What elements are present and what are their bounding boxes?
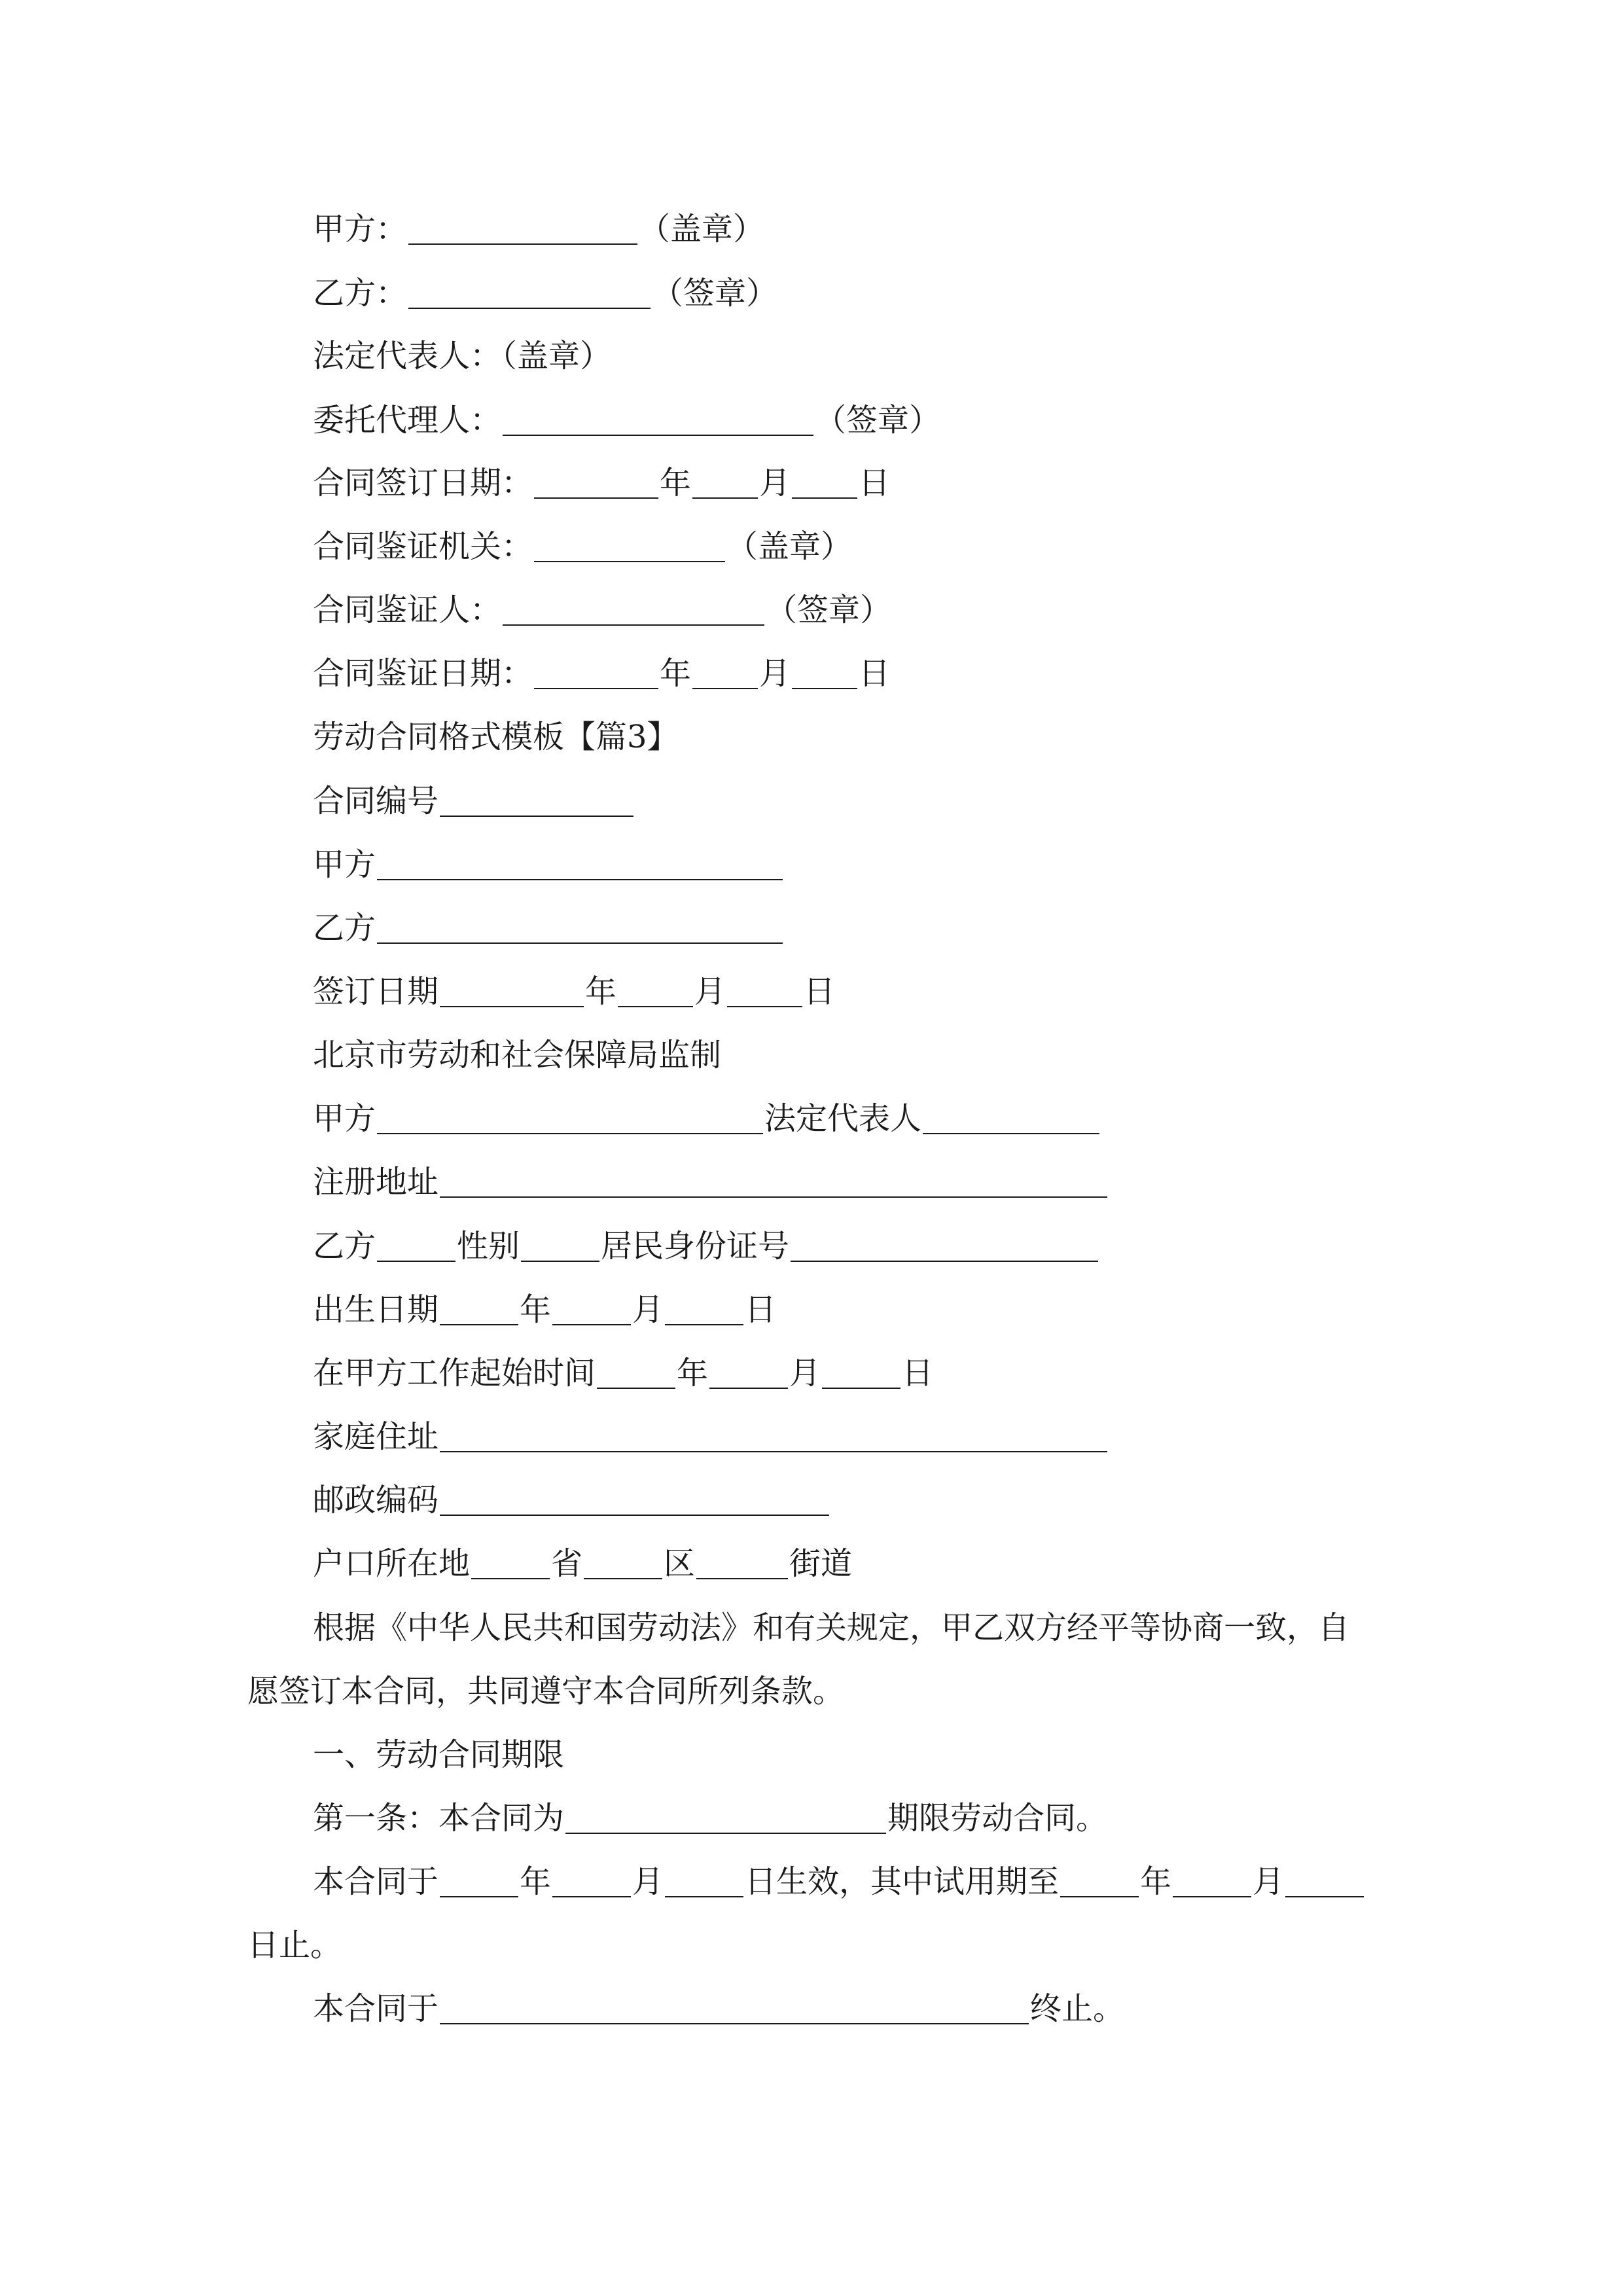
cover-day-blank[interactable] (727, 973, 802, 1007)
month-label: 月 (759, 655, 791, 692)
info-party-a-line (313, 1098, 1101, 1139)
section-title (313, 716, 679, 758)
terminate-blank[interactable] (440, 1990, 1029, 2024)
auth-date-year-blank[interactable] (534, 655, 658, 689)
home-address-blank[interactable] (440, 1418, 1107, 1452)
sign-party-a-line (313, 208, 764, 250)
info-party-b-blank[interactable] (377, 1228, 455, 1262)
info-party-b-line (313, 1225, 1099, 1267)
reg-address-label: 注册地址 (313, 1164, 439, 1200)
contract-no-line (313, 780, 635, 822)
info-legal-rep-blank[interactable] (923, 1100, 1099, 1134)
birth-date-line (313, 1289, 776, 1331)
id-no-label: 居民身份证号 (601, 1228, 790, 1265)
cover-year-blank[interactable] (440, 973, 584, 1007)
auth-date-month-blank[interactable] (692, 655, 758, 689)
month-label: 月 (632, 1863, 664, 1900)
auth-person-label: 合同鉴证人： (313, 592, 502, 628)
year-label: 年 (660, 655, 692, 692)
effective-label: 本合同于 (313, 1863, 439, 1900)
birth-month-blank[interactable] (552, 1291, 631, 1325)
auth-person-suffix: （签章） (766, 592, 892, 628)
cover-month-blank[interactable] (618, 973, 693, 1007)
day-label: 日 (804, 973, 836, 1010)
party-a-label: 甲方： (313, 211, 408, 247)
month-label: 月 (789, 1355, 821, 1391)
year-label: 年 (677, 1355, 709, 1391)
year-label: 年 (660, 465, 692, 501)
chapter-1-text: 一、劳动合同期限 (313, 1736, 565, 1773)
start-time-line (313, 1352, 933, 1394)
cover-sign-date-label: 签订日期 (313, 973, 439, 1010)
agent-suffix: （签章） (815, 402, 941, 439)
legal-rep-line (313, 335, 611, 377)
supervisor-line (313, 1034, 721, 1076)
preamble-line-1 (313, 1607, 1349, 1649)
hukou-line (313, 1543, 852, 1585)
auth-date-line (313, 653, 890, 694)
start-month-blank[interactable] (709, 1355, 788, 1389)
province-blank[interactable] (471, 1545, 550, 1579)
legal-rep-text: 法定代表人：（盖章） (313, 338, 612, 374)
article-1-suffix: 期限劳动合同。 (887, 1800, 1108, 1837)
street-blank[interactable] (696, 1545, 788, 1579)
auth-date-label: 合同鉴证日期： (313, 655, 533, 692)
month-label: 月 (632, 1291, 664, 1328)
cover-party-a-label: 甲方 (313, 846, 376, 883)
agent-blank[interactable] (503, 402, 813, 436)
hukou-label: 户口所在地 (313, 1545, 471, 1582)
year-label: 年 (520, 1291, 552, 1328)
sign-date-day-blank[interactable] (792, 465, 857, 499)
terminate-line (313, 1988, 1124, 2030)
article-1-line (313, 1797, 1107, 1839)
year-label: 年 (520, 1863, 552, 1900)
auth-org-suffix: （盖章） (726, 528, 853, 565)
start-year-blank[interactable] (597, 1355, 675, 1389)
party-a-blank[interactable] (408, 211, 637, 245)
probation-month-blank[interactable] (1173, 1863, 1251, 1897)
preamble-line-2 (247, 1670, 844, 1712)
month-label: 月 (694, 973, 726, 1010)
sign-date-label: 合同签订日期： (313, 465, 533, 501)
reg-address-line (313, 1161, 1109, 1203)
article-1-label: 第一条：本合同为 (313, 1800, 565, 1837)
district-label: 区 (664, 1545, 696, 1582)
cover-party-b-blank[interactable] (377, 910, 783, 944)
postcode-label: 邮政编码 (313, 1482, 439, 1518)
day-label: 日 (859, 655, 891, 692)
article-1-blank[interactable] (565, 1800, 886, 1834)
sign-date-line (313, 462, 890, 504)
start-time-label: 在甲方工作起始时间 (313, 1355, 596, 1391)
postcode-line (313, 1479, 830, 1521)
contract-no-blank[interactable] (440, 783, 633, 817)
effective-line (313, 1861, 1365, 1903)
effective-month-blank[interactable] (552, 1863, 631, 1897)
preamble-text-2: 愿签订本合同，共同遵守本合同所列条款。 (247, 1673, 845, 1710)
effective-mid-text: 日生效，其中试用期至 (745, 1863, 1060, 1900)
month-label: 月 (1253, 1863, 1285, 1900)
sign-date-year-blank[interactable] (534, 465, 658, 499)
district-blank[interactable] (584, 1545, 662, 1579)
auth-org-line (313, 526, 852, 567)
info-party-a-blank[interactable] (377, 1100, 763, 1134)
province-label: 省 (551, 1545, 583, 1582)
auth-org-blank[interactable] (534, 528, 725, 562)
effective-end-text: 日止。 (247, 1927, 342, 1964)
birth-day-blank[interactable] (665, 1291, 743, 1325)
party-a-suffix: （盖章） (639, 211, 765, 247)
home-address-line (313, 1416, 1109, 1458)
party-b-blank[interactable] (408, 275, 651, 309)
gender-label: 性别 (457, 1228, 520, 1265)
info-legal-rep-label: 法定代表人 (764, 1100, 922, 1137)
postcode-blank[interactable] (440, 1482, 829, 1516)
auth-date-day-blank[interactable] (792, 655, 857, 689)
auth-person-line (313, 589, 891, 631)
cover-party-b-label: 乙方 (313, 910, 376, 946)
day-label: 日 (745, 1291, 777, 1328)
day-label: 日 (859, 465, 891, 501)
probation-year-blank[interactable] (1060, 1863, 1139, 1897)
year-label: 年 (1140, 1863, 1172, 1900)
day-label: 日 (902, 1355, 934, 1391)
reg-address-blank[interactable] (440, 1164, 1107, 1198)
probation-day-blank[interactable] (1285, 1863, 1364, 1897)
chapter-1-heading (313, 1734, 564, 1776)
id-no-blank[interactable] (791, 1228, 1098, 1262)
cover-party-a-blank[interactable] (377, 846, 783, 880)
sign-party-b-line (313, 272, 777, 314)
month-label: 月 (759, 465, 791, 501)
terminate-suffix: 终止。 (1030, 1990, 1125, 2027)
party-b-label: 乙方： (313, 275, 408, 312)
birth-year-blank[interactable] (440, 1291, 518, 1325)
info-party-a-label: 甲方 (313, 1100, 376, 1137)
supervisor-text: 北京市劳动和社会保障局监制 (313, 1037, 722, 1073)
street-label: 街道 (789, 1545, 853, 1582)
birth-date-label: 出生日期 (313, 1291, 439, 1328)
cover-party-a-line (313, 844, 784, 886)
effective-day-blank[interactable] (665, 1863, 743, 1897)
home-address-label: 家庭住址 (313, 1418, 439, 1455)
cover-party-b-line (313, 907, 784, 949)
year-label: 年 (585, 973, 617, 1010)
start-day-blank[interactable] (822, 1355, 901, 1389)
auth-person-blank[interactable] (503, 592, 764, 626)
info-party-b-label: 乙方 (313, 1228, 376, 1265)
preamble-text-1: 根据《中华人民共和国劳动法》和有关规定，甲乙双方经平等协商一致，自 (313, 1609, 1350, 1646)
contract-no-label: 合同编号 (313, 783, 439, 819)
auth-org-label: 合同鉴证机关： (313, 528, 533, 565)
agent-label: 委托代理人： (313, 402, 502, 439)
cover-sign-date-line (313, 971, 835, 1013)
gender-blank[interactable] (521, 1228, 599, 1262)
effective-end-line (247, 1924, 342, 1966)
sign-date-month-blank[interactable] (692, 465, 758, 499)
party-b-suffix: （签章） (652, 275, 778, 312)
terminate-label: 本合同于 (313, 1990, 439, 2027)
agent-line (313, 399, 940, 441)
section-title-text: 劳动合同格式模板【篇3】 (313, 719, 679, 755)
effective-year-blank[interactable] (440, 1863, 518, 1897)
